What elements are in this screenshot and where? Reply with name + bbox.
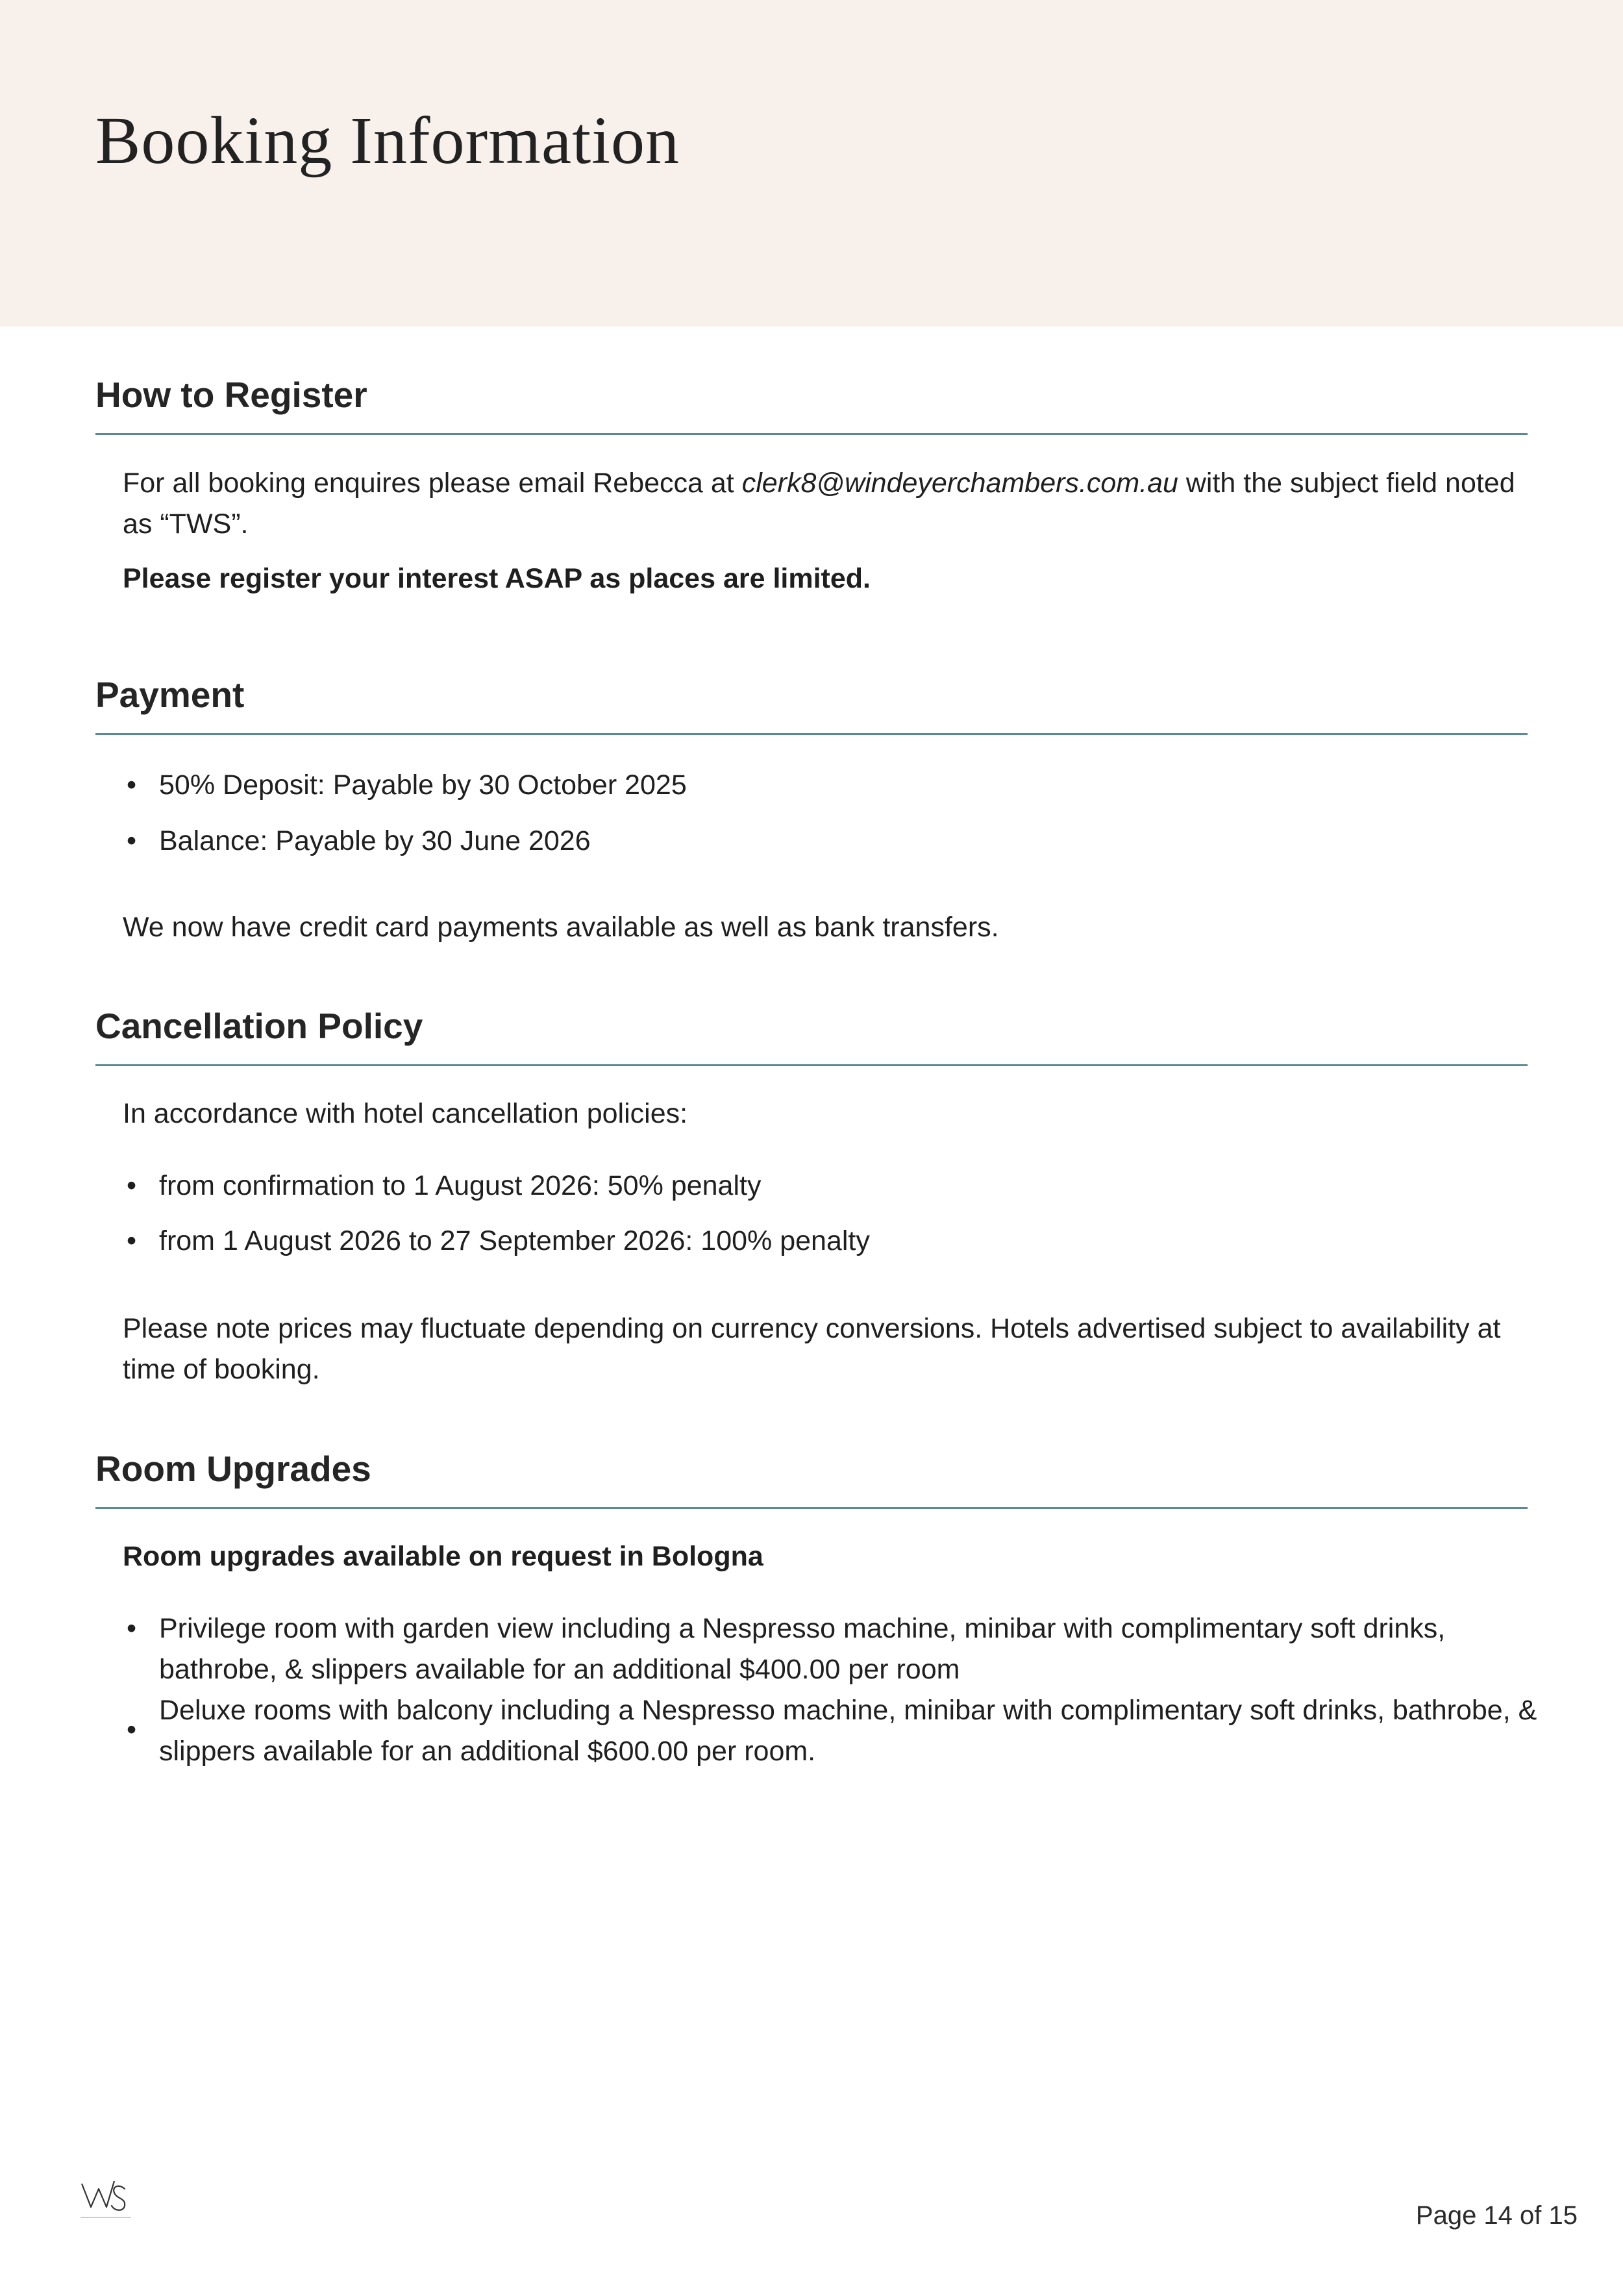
register-note: Please register your interest ASAP as places are limited. [123,563,871,594]
list-item-text: from confirmation to 1 August 2026: 50% penalty [159,1170,762,1201]
ws-monogram-logo-icon [77,2172,135,2223]
section-payment [95,673,1528,943]
section-heading-payment: Payment [95,675,245,715]
list-item [123,1221,1538,1262]
contact-email-link[interactable]: clerk8@windeyerchambers.com.au [741,468,1178,499]
list-item [123,1608,1538,1690]
section-heading-register: How to Register [95,375,367,415]
section-divider [95,1064,1528,1066]
section-divider [95,733,1528,735]
section-room-upgrades [95,1447,1537,1767]
section-heading-upgrades: Room Upgrades [95,1449,371,1489]
section-heading-cancellation: Cancellation Policy [95,1006,423,1046]
bullet-icon: • [127,1225,137,1256]
page-number: Page 14 of 15 [1415,2201,1578,2230]
cancellation-intro: In accordance with hotel cancellation policies: [123,1098,688,1129]
payment-note: We now have credit card payments available as well as bank transfers. [123,912,999,943]
cancellation-list [123,1166,1538,1262]
bullet-icon: • [127,825,137,856]
section-cancellation-policy [95,1004,1528,1385]
upgrades-list [123,1608,1538,1772]
upgrades-subheading: Room upgrades available on request in Bologna [123,1541,763,1572]
section-how-to-register [95,373,1528,594]
cancellation-note: Please note prices may fluctuate depending on currency conversions. Hotels advertised subject to availability at time of booking. [123,1313,1501,1385]
bullet-icon: • [127,1613,137,1644]
register-text-before: For all booking enquires please email Rebecca at [123,468,742,499]
list-item [123,1690,1538,1772]
bullet-icon: • [127,1714,137,1745]
section-divider [95,433,1528,435]
register-text-after: with the subject field noted as “TWS”. [123,468,1515,540]
list-item-text: Privilege room with garden view including a Nespresso machine, minibar with complimentary soft drinks, bathrobe, & slippers available for an additional $400.00 per room [159,1613,1446,1685]
register-instructions [123,463,1538,545]
list-item-text: Balance: Payable by 30 June 2026 [159,825,591,856]
page-title: Booking Information [95,103,680,178]
list-item [123,1166,1538,1206]
section-divider [95,1507,1528,1509]
bullet-icon: • [127,769,137,801]
bullet-icon: • [127,1170,137,1201]
list-item-text: from 1 August 2026 to 27 September 2026: 100% penalty [159,1225,870,1256]
list-item-text: 50% Deposit: Payable by 30 October 2025 [159,769,687,801]
payment-list [123,765,1538,862]
list-item-text: Deluxe rooms with balcony including a Nespresso machine, minibar with complimentary soft drinks, bathrobe, & slippers available for an additional $600.00 per room. [159,1695,1537,1767]
list-item [123,821,1538,862]
list-item [123,765,1538,806]
